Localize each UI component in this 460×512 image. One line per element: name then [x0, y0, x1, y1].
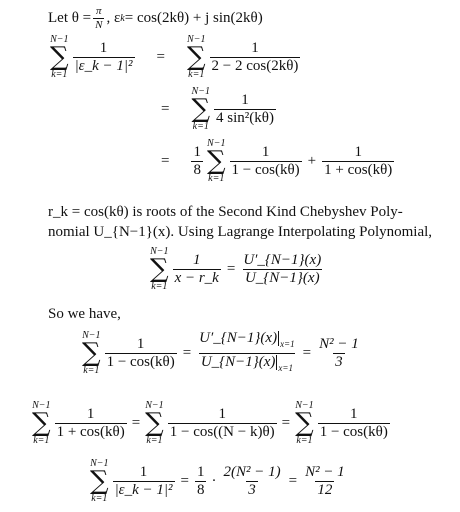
sum-lower: k=1 — [83, 365, 100, 376]
coefficient-fraction — [191, 145, 203, 178]
paragraph-line-1: r_k = cos(kθ) is roots of the Second Kind Chebyshev Poly- — [48, 204, 403, 220]
equation-block-1 — [48, 34, 396, 184]
summation — [295, 400, 314, 446]
equation-4 — [30, 400, 392, 446]
equation-3 — [80, 330, 363, 376]
plus-sign: + — [307, 152, 317, 169]
term-fraction-2 — [322, 145, 394, 178]
sum-upper: N−1 — [82, 330, 101, 341]
lhs-fraction — [73, 41, 135, 74]
equals-sign: = — [182, 344, 192, 361]
sum-upper: N−1 — [145, 400, 164, 411]
rhs-fraction — [241, 253, 323, 286]
fraction-numerator: 1 — [251, 39, 259, 56]
sum-lower: k=1 — [151, 281, 168, 292]
sigma-symbol: ∑ — [82, 338, 101, 368]
sum-lower: k=1 — [33, 435, 50, 446]
equation-1-row-3 — [153, 138, 396, 184]
equals-sign: = — [161, 100, 170, 117]
fraction-numerator: 1 — [193, 143, 201, 160]
equals-sign: = — [180, 472, 189, 489]
rhs-fraction — [317, 337, 361, 370]
so-we-have-text: So we have, — [48, 306, 121, 322]
fraction-numerator: 1 — [241, 91, 249, 108]
fraction-numerator: 1 — [350, 405, 358, 422]
fraction-numerator: 1 — [354, 143, 362, 160]
pi-symbol: π — [96, 5, 102, 17]
n-symbol: N — [95, 19, 103, 31]
evaluation-point: x=1 — [278, 362, 293, 373]
summation — [32, 400, 51, 446]
sum-upper: N−1 — [295, 400, 314, 411]
summation — [82, 330, 101, 376]
fraction-numerator: U′_{N−1}(x) — [243, 251, 322, 268]
definition-line: Let θ = $\frac{\pi}{N}$ , ε k = cos(2kθ) + j sin(2kθ) — [48, 5, 263, 31]
sigma-symbol: ∑ — [50, 42, 69, 72]
definition-let: Let θ = — [48, 10, 92, 26]
sum-lower: k=1 — [188, 69, 205, 80]
definition-rest: = cos(2kθ) + j sin(2kθ) — [124, 10, 263, 26]
equals-sign: = — [161, 152, 170, 169]
rhs-fraction-1 — [210, 41, 301, 74]
sum-upper: N−1 — [191, 86, 210, 97]
fraction-numerator — [197, 331, 296, 353]
fraction-denominator: 3 — [335, 353, 343, 370]
fraction-denominator: 1 − cos(kθ) — [231, 161, 300, 178]
fraction-denominator: 4 sin²(kθ) — [216, 109, 274, 126]
equals-sign: = — [281, 414, 291, 431]
fraction-numerator: 1 — [99, 39, 108, 56]
fraction-denominator: 12 — [317, 481, 333, 498]
equals-sign: = — [156, 48, 165, 65]
sigma-symbol: ∑ — [90, 466, 109, 496]
lhs-fraction — [105, 337, 177, 370]
sum-lower: k=1 — [91, 493, 108, 504]
sum-upper: N−1 — [32, 400, 51, 411]
fraction-numerator: 1 — [218, 405, 226, 422]
fraction-numerator: 1 — [196, 463, 205, 480]
equals-sign: = — [226, 260, 236, 277]
sum-lower: k=1 — [146, 435, 163, 446]
multiplication-dot: · — [211, 472, 217, 489]
sigma-symbol: ∑ — [145, 408, 164, 438]
summation — [90, 458, 109, 504]
sum-lower: k=1 — [192, 121, 209, 132]
equals-sign: = — [131, 414, 141, 431]
fraction-denominator: 1 + cos(kθ) — [324, 161, 393, 178]
equals-sign: = — [302, 344, 312, 361]
equals-sign: = — [288, 472, 298, 489]
fraction-denominator: 1 − cos(kθ) — [106, 353, 175, 370]
sum-lower: k=1 — [51, 69, 68, 80]
fraction-denominator: |ε_k − 1|² — [114, 481, 173, 498]
middle-fraction — [221, 465, 282, 498]
sum-upper: N−1 — [187, 34, 206, 45]
fraction-numerator: 1 — [139, 463, 148, 480]
fraction-denominator: x − r_k — [174, 269, 219, 286]
summation — [207, 138, 226, 184]
sum-upper: N−1 — [50, 34, 69, 45]
sigma-symbol: ∑ — [191, 94, 211, 124]
sum-upper: N−1 — [207, 138, 226, 149]
equation-5 — [88, 458, 349, 504]
chebyshev-paragraph — [48, 202, 438, 242]
fraction-denominator: 2 − 2 cos(2kθ) — [211, 57, 299, 74]
lhs-fraction — [173, 253, 221, 286]
fraction-denominator: U_{N−1}(x) — [244, 269, 320, 286]
sigma-symbol: ∑ — [206, 146, 226, 176]
equation-2 — [148, 246, 325, 292]
sum-upper: N−1 — [150, 246, 169, 257]
paragraph-line-2: nomial U_{N−1}(x). Using Lagrange Interpolating Polynomial, — [48, 224, 433, 240]
fraction-denominator — [199, 353, 295, 376]
rhs-fraction — [303, 465, 347, 498]
fraction-numerator: N² − 1 — [305, 463, 345, 480]
sum-lower: k=1 — [208, 173, 225, 184]
summation — [145, 400, 164, 446]
equation-1-row-2 — [153, 86, 396, 132]
sigma-symbol: ∑ — [150, 254, 169, 284]
sigma-symbol: ∑ — [186, 42, 206, 72]
fraction-denominator: |ε_k − 1|² — [74, 57, 133, 74]
evaluation-point: x=1 — [280, 338, 295, 349]
fraction-denominator: 1 + cos(kθ) — [56, 423, 125, 440]
lhs-fraction — [113, 465, 175, 498]
summation — [150, 246, 169, 292]
summation — [187, 34, 206, 80]
coefficient-fraction — [195, 465, 207, 498]
fraction-denominator: 8 — [193, 161, 201, 178]
rhs-fraction-2 — [214, 93, 276, 126]
fraction-numerator: 1 — [192, 251, 201, 268]
fraction-denominator: 1 − cos((N − k)θ) — [169, 423, 275, 440]
fraction-numerator: 1 — [261, 143, 270, 160]
fraction-b — [168, 407, 277, 440]
definition-epsilon: , ε — [106, 10, 121, 26]
equation-1-row-1 — [48, 34, 396, 80]
fraction-numerator: N² − 1 — [319, 335, 359, 352]
sum-lower: k=1 — [296, 435, 313, 446]
summation — [191, 86, 210, 132]
pi-over-n-fraction — [93, 6, 104, 31]
fraction-denominator: 3 — [248, 481, 256, 498]
fraction-numerator: 1 — [136, 335, 145, 352]
fraction-numerator: 2(N² − 1) — [223, 463, 281, 480]
fraction-a — [55, 407, 127, 440]
fraction-numerator: 1 — [86, 405, 95, 422]
sum-upper: N−1 — [90, 458, 109, 469]
fraction-denominator: 8 — [196, 481, 205, 498]
evaluated-expression: U′_{N−1}(x) — [199, 329, 278, 346]
fraction-c — [318, 407, 390, 440]
evaluated-fraction — [197, 331, 296, 376]
sigma-symbol: ∑ — [295, 408, 314, 438]
summation — [50, 34, 69, 80]
sigma-symbol: ∑ — [32, 408, 51, 438]
evaluated-expression: U_{N−1}(x) — [200, 353, 276, 370]
term-fraction-1 — [230, 145, 302, 178]
fraction-denominator: 1 − cos(kθ) — [319, 423, 388, 440]
